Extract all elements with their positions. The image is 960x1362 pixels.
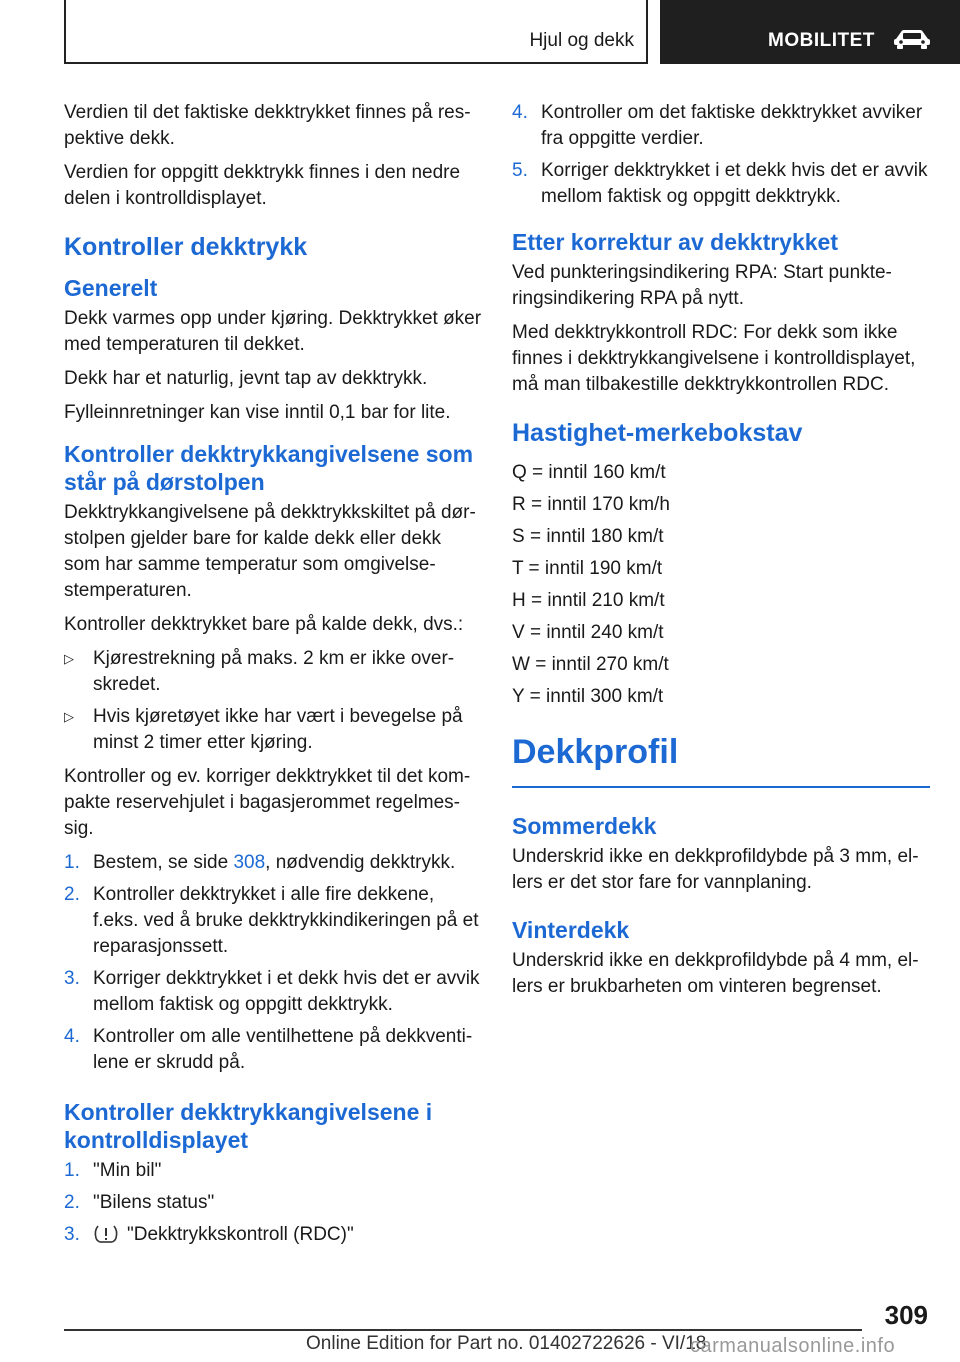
heading-dorstolpen: Kontroller dekktrykkangivelsene som står på dørstolpen: [64, 441, 474, 495]
list-item: 5. Korriger dekktrykket i et dekk hvis det er avvik mellom faktisk og oppgitt dekktrykk.: [512, 160, 928, 207]
page-link-308[interactable]: 308: [233, 852, 266, 873]
speed-rating-list: [512, 460, 930, 710]
list-item: ▷ Kjørestrekning på maks. 2 km er ikke over-skredet.: [64, 648, 455, 695]
steps-list: [64, 850, 482, 1076]
steps-continued-list: [512, 100, 930, 210]
footer-rule: [64, 1329, 862, 1331]
page-number: 309: [884, 1300, 928, 1330]
heading-sommerdekk: Sommerdekk: [512, 813, 657, 839]
heading-kontroller-dekktrykk: Kontroller dekktrykk: [64, 233, 308, 261]
right-column: [512, 100, 930, 1008]
generelt-paragraph: Fylleinnretninger kan vise inntil 0,1 bar for lite.: [64, 402, 451, 423]
header-chapter-label: MOBILITET: [768, 30, 875, 51]
tire-pressure-warning-icon: [93, 1223, 119, 1245]
speed-rating: H = inntil 210 km/t: [512, 590, 665, 611]
list-item: 4. Kontroller om det faktiske dekktrykket avviker fra oppgitte verdier.: [512, 102, 923, 149]
list-item: 1. "Min bil": [64, 1160, 162, 1181]
etter-paragraph: Ved punkteringsindikering RPA: Start punkte-ringsindikering RPA på nytt.: [512, 262, 892, 309]
intro-paragraph: Verdien til det faktiske dekktrykket finnes på res-pektive dekk.: [64, 102, 471, 149]
speed-rating: W = inntil 270 km/t: [512, 654, 669, 675]
heading-dekkprofil: Dekkprofil: [512, 732, 930, 788]
speed-rating: V = inntil 240 km/t: [512, 622, 664, 643]
heading-generelt: Generelt: [64, 275, 158, 301]
speed-rating: Y = inntil 300 km/t: [512, 686, 664, 707]
dorstolpen-paragraph: Dekktrykkangivelsene på dekktrykkskiltet på dør-stolpen gjelder bare for kalde dekk eller dekk som har samme temperatur som omgivelse-stemperaturen.: [64, 502, 476, 601]
list-item: ▷ Hvis kjøretøyet ikke har vært i bevegelse på minst 2 timer etter kjøring.: [64, 706, 463, 753]
triangle-bullet-icon: ▷: [64, 709, 74, 724]
condition-list: [64, 646, 482, 756]
heading-hastighet: Hastighet-merkebokstav: [512, 419, 803, 447]
list-item: 3. Korriger dekktrykket i et dekk hvis det er avvik mellom faktisk og oppgitt dekktrykk.: [64, 968, 480, 1015]
speed-rating: S = inntil 180 km/t: [512, 526, 664, 547]
header-section-title: Hjul og dekk: [529, 30, 634, 51]
speed-rating: T = inntil 190 km/t: [512, 558, 663, 579]
list-item: 2. Kontroller dekktrykket i alle fire dekkene, f.eks. ved å bruke dekktrykkindikeringen på et reparasjonssett.: [64, 884, 479, 957]
list-item: 2. "Bilens status": [64, 1192, 215, 1213]
speed-rating: Q = inntil 160 km/t: [512, 462, 666, 483]
header-chapter-tab: [660, 0, 960, 64]
heading-vinterdekk: Vinterdekk: [512, 917, 630, 943]
left-column: [64, 100, 482, 1256]
vinter-paragraph: Underskrid ikke en dekkprofildybde på 4 mm, el-lers er brukbarheten om vinteren begrenset.: [512, 950, 919, 997]
header-section-box: [64, 0, 648, 64]
heading-kontrolldisplay: Kontroller dekktrykkangivelsene i kontrolldisplayet: [64, 1099, 433, 1153]
generelt-paragraph: Dekk har et naturlig, jevnt tap av dekktrykk.: [64, 368, 428, 389]
triangle-bullet-icon: ▷: [64, 651, 74, 666]
list-item: 1. Bestem, se side 308, nødvendig dekktrykk.: [64, 852, 456, 873]
dorstolpen-paragraph: Kontroller dekktrykket bare på kalde dekk, dvs.:: [64, 614, 464, 635]
generelt-paragraph: Dekk varmes opp under kjøring. Dekktrykket øker med temperaturen til dekket.: [64, 308, 482, 355]
spare-wheel-paragraph: Kontroller og ev. korriger dekktrykket til det kom-pakte reservehjulet i bagasjerommet regelmes-sig.: [64, 766, 471, 839]
sommer-paragraph: Underskrid ikke en dekkprofildybde på 3 mm, el-lers er det stor fare for vannplaning.: [512, 846, 919, 893]
car-icon: [892, 28, 932, 50]
footer-edition: Online Edition for Part no. 01402722626 - VI/18: [306, 1333, 707, 1354]
list-item: 3. "Dekktrykkskontroll (RDC)": [64, 1224, 354, 1245]
speed-rating: R = inntil 170 km/h: [512, 494, 670, 515]
display-steps-list: [64, 1158, 482, 1248]
etter-paragraph: Med dekktrykkontroll RDC: For dekk som ikke finnes i dekktrykkangivelsene i kontrolldisplayet, må man tilbakestille dekktrykkontrollen RDC.: [512, 322, 916, 395]
list-item: 4. Kontroller om alle ventilhettene på dekkventi-lene er skrudd på.: [64, 1026, 473, 1073]
intro-paragraph: Verdien for oppgitt dekktrykk finnes i den nedre delen i kontrolldisplayet.: [64, 162, 461, 209]
watermark-logo: carmanualsonline.info: [690, 1335, 896, 1357]
heading-etter-korrektur: Etter korrektur av dekktrykket: [512, 229, 838, 255]
